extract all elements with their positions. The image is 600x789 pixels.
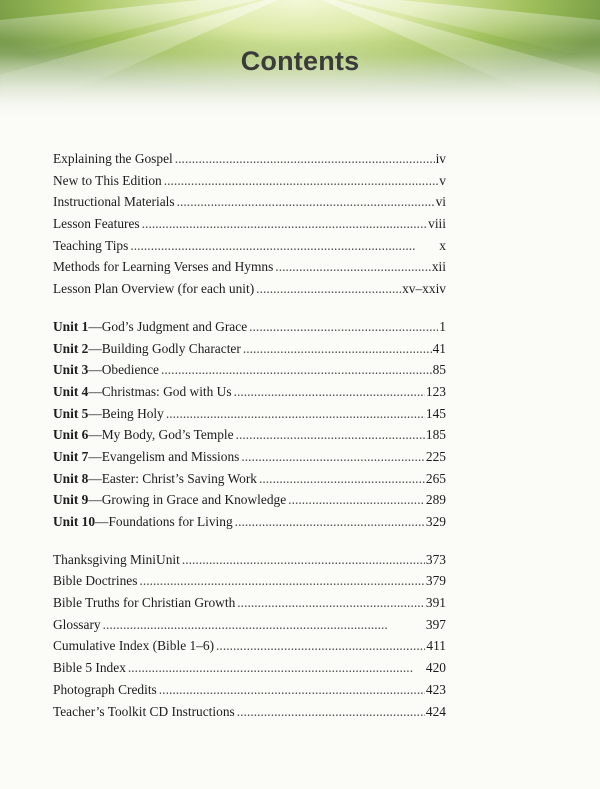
entry-page-number: v (439, 172, 446, 188)
toc-entry[interactable] (53, 614, 446, 636)
toc-entry-unit[interactable] (53, 403, 446, 425)
toc-entry-unit[interactable] (53, 424, 446, 446)
dot-leader (142, 213, 427, 235)
toc-section-back-matter (53, 549, 446, 723)
entry-title: Teaching Tips (53, 237, 129, 253)
dot-leader (259, 468, 425, 490)
dot-leader (288, 489, 425, 511)
dot-leader (249, 316, 438, 338)
dot-leader (236, 424, 425, 446)
toc-entry[interactable] (53, 635, 446, 657)
toc-entry[interactable] (53, 679, 446, 701)
entry-title (53, 316, 247, 338)
toc-entry-unit[interactable] (53, 316, 446, 338)
toc-entry[interactable] (53, 191, 446, 213)
dot-leader (166, 403, 425, 425)
unit-label: Unit 7 (53, 448, 89, 464)
entry-page-number: 397 (425, 616, 446, 632)
entry-page-number: viii (428, 216, 446, 232)
unit-name: —Building Godly Character (88, 340, 241, 356)
toc-entry-unit[interactable] (53, 511, 446, 533)
dot-leader (161, 359, 432, 381)
entry-page-number: 41 (432, 340, 446, 356)
dot-leader (256, 278, 401, 300)
toc-entry[interactable] (53, 235, 446, 257)
unit-label: Unit 1 (53, 318, 89, 334)
unit-name: —Being Holy (88, 405, 164, 421)
entry-title: Methods for Learning Verses and Hymns (53, 259, 274, 275)
entry-page-number: 424 (425, 703, 446, 719)
toc-section-front-matter (53, 148, 446, 300)
toc-entry-unit[interactable] (53, 338, 446, 360)
dot-leader (164, 170, 439, 192)
header-banner (0, 0, 600, 120)
dot-leader (103, 614, 425, 636)
dot-leader (182, 549, 425, 571)
toc-entry[interactable] (53, 570, 446, 592)
entry-page-number: x (439, 237, 446, 253)
entry-title: Teacher’s Toolkit CD Instructions (53, 703, 235, 719)
entry-page-number: xv–xxiv (402, 281, 446, 297)
entry-page-number: vi (435, 194, 446, 210)
entry-page-number: 423 (425, 681, 446, 697)
entry-page-number: 329 (425, 514, 446, 529)
dot-leader (237, 701, 425, 723)
unit-name: —Evangelism and Missions (88, 448, 240, 464)
dot-leader (130, 235, 438, 257)
unit-label: Unit 5 (53, 405, 89, 421)
entry-title: Cumulative Index (Bible 1–6) (53, 638, 215, 654)
unit-label: Unit 6 (53, 427, 89, 443)
unit-name: —Easter: Christ’s Saving Work (88, 470, 257, 486)
entry-title: Instructional Materials (53, 194, 175, 210)
dot-leader (216, 635, 425, 657)
toc-entry[interactable] (53, 701, 446, 723)
dot-leader (175, 148, 435, 170)
toc-entry[interactable] (53, 592, 446, 614)
dot-leader (243, 338, 432, 360)
entry-title (53, 489, 286, 511)
entry-title: Bible Truths for Christian Growth (53, 595, 236, 611)
entry-title: Glossary (53, 616, 101, 632)
toc-entry[interactable] (53, 256, 446, 278)
unit-label: Unit 2 (53, 340, 89, 356)
entry-title (53, 338, 241, 360)
entry-page-number: 265 (425, 470, 446, 486)
unit-name: —Obedience (88, 362, 159, 378)
dot-leader (128, 657, 425, 679)
entry-title: Explaining the Gospel (53, 151, 173, 166)
entry-page-number: xii (431, 259, 446, 275)
entry-title: Bible Doctrines (53, 573, 138, 589)
toc-entry-unit[interactable] (53, 381, 446, 403)
entry-page-number: 289 (425, 492, 446, 508)
dot-leader (234, 381, 425, 403)
toc-entry[interactable] (53, 148, 446, 170)
unit-label: Unit 8 (53, 470, 89, 486)
toc-entry[interactable] (53, 278, 446, 300)
dot-leader (177, 191, 435, 213)
entry-page-number: 1 (439, 318, 446, 334)
dot-leader (235, 511, 425, 533)
toc-entry-unit[interactable] (53, 489, 446, 511)
table-of-contents (53, 148, 446, 722)
entry-title: Lesson Features (53, 216, 140, 232)
unit-label: Unit 4 (53, 383, 89, 399)
toc-entry-unit[interactable] (53, 468, 446, 490)
toc-entry[interactable] (53, 549, 446, 571)
entry-page-number: 225 (425, 448, 446, 464)
entry-title: New to This Edition (53, 172, 162, 188)
unit-name: —God’s Judgment and Grace (88, 318, 248, 334)
entry-title (53, 468, 257, 490)
entry-title (53, 403, 164, 425)
entry-page-number: 391 (425, 595, 446, 611)
entry-title: Thanksgiving MiniUnit (53, 551, 180, 567)
unit-name: —Foundations for Living (95, 514, 233, 529)
unit-name: —My Body, God’s Temple (88, 427, 234, 443)
entry-title: Photograph Credits (53, 681, 157, 697)
entry-page-number: 85 (432, 362, 446, 378)
dot-leader (159, 679, 425, 701)
entry-page-number: 123 (425, 383, 446, 399)
unit-label: Unit 10 (53, 514, 96, 529)
toc-section-units (53, 316, 446, 533)
toc-entry-unit[interactable] (53, 359, 446, 381)
entry-title (53, 424, 234, 446)
entry-page-number: iv (435, 151, 446, 166)
entry-page-number: 379 (425, 573, 446, 589)
unit-label: Unit 3 (53, 362, 89, 378)
unit-name: —Growing in Grace and Knowledge (88, 492, 287, 508)
page-title: Contents (240, 46, 360, 76)
entry-page-number: 411 (426, 638, 446, 654)
dot-leader (237, 592, 425, 614)
toc-entry[interactable] (53, 170, 446, 192)
entry-page-number: 420 (425, 660, 446, 676)
toc-entry-unit[interactable] (53, 446, 446, 468)
entry-title: Bible 5 Index (53, 660, 126, 676)
toc-entry[interactable] (53, 657, 446, 679)
entry-page-number: 185 (425, 427, 446, 443)
dot-leader (139, 570, 424, 592)
entry-page-number: 145 (425, 405, 446, 421)
dot-leader (275, 256, 431, 278)
unit-label: Unit 9 (53, 492, 89, 508)
entry-title (53, 446, 239, 468)
entry-title (53, 511, 233, 533)
entry-page-number: 373 (425, 551, 446, 567)
unit-name: —Christmas: God with Us (88, 383, 232, 399)
entry-title (53, 359, 159, 381)
entry-title: Lesson Plan Overview (for each unit) (53, 281, 255, 297)
toc-entry[interactable] (53, 213, 446, 235)
entry-title (53, 381, 232, 403)
dot-leader (241, 446, 425, 468)
